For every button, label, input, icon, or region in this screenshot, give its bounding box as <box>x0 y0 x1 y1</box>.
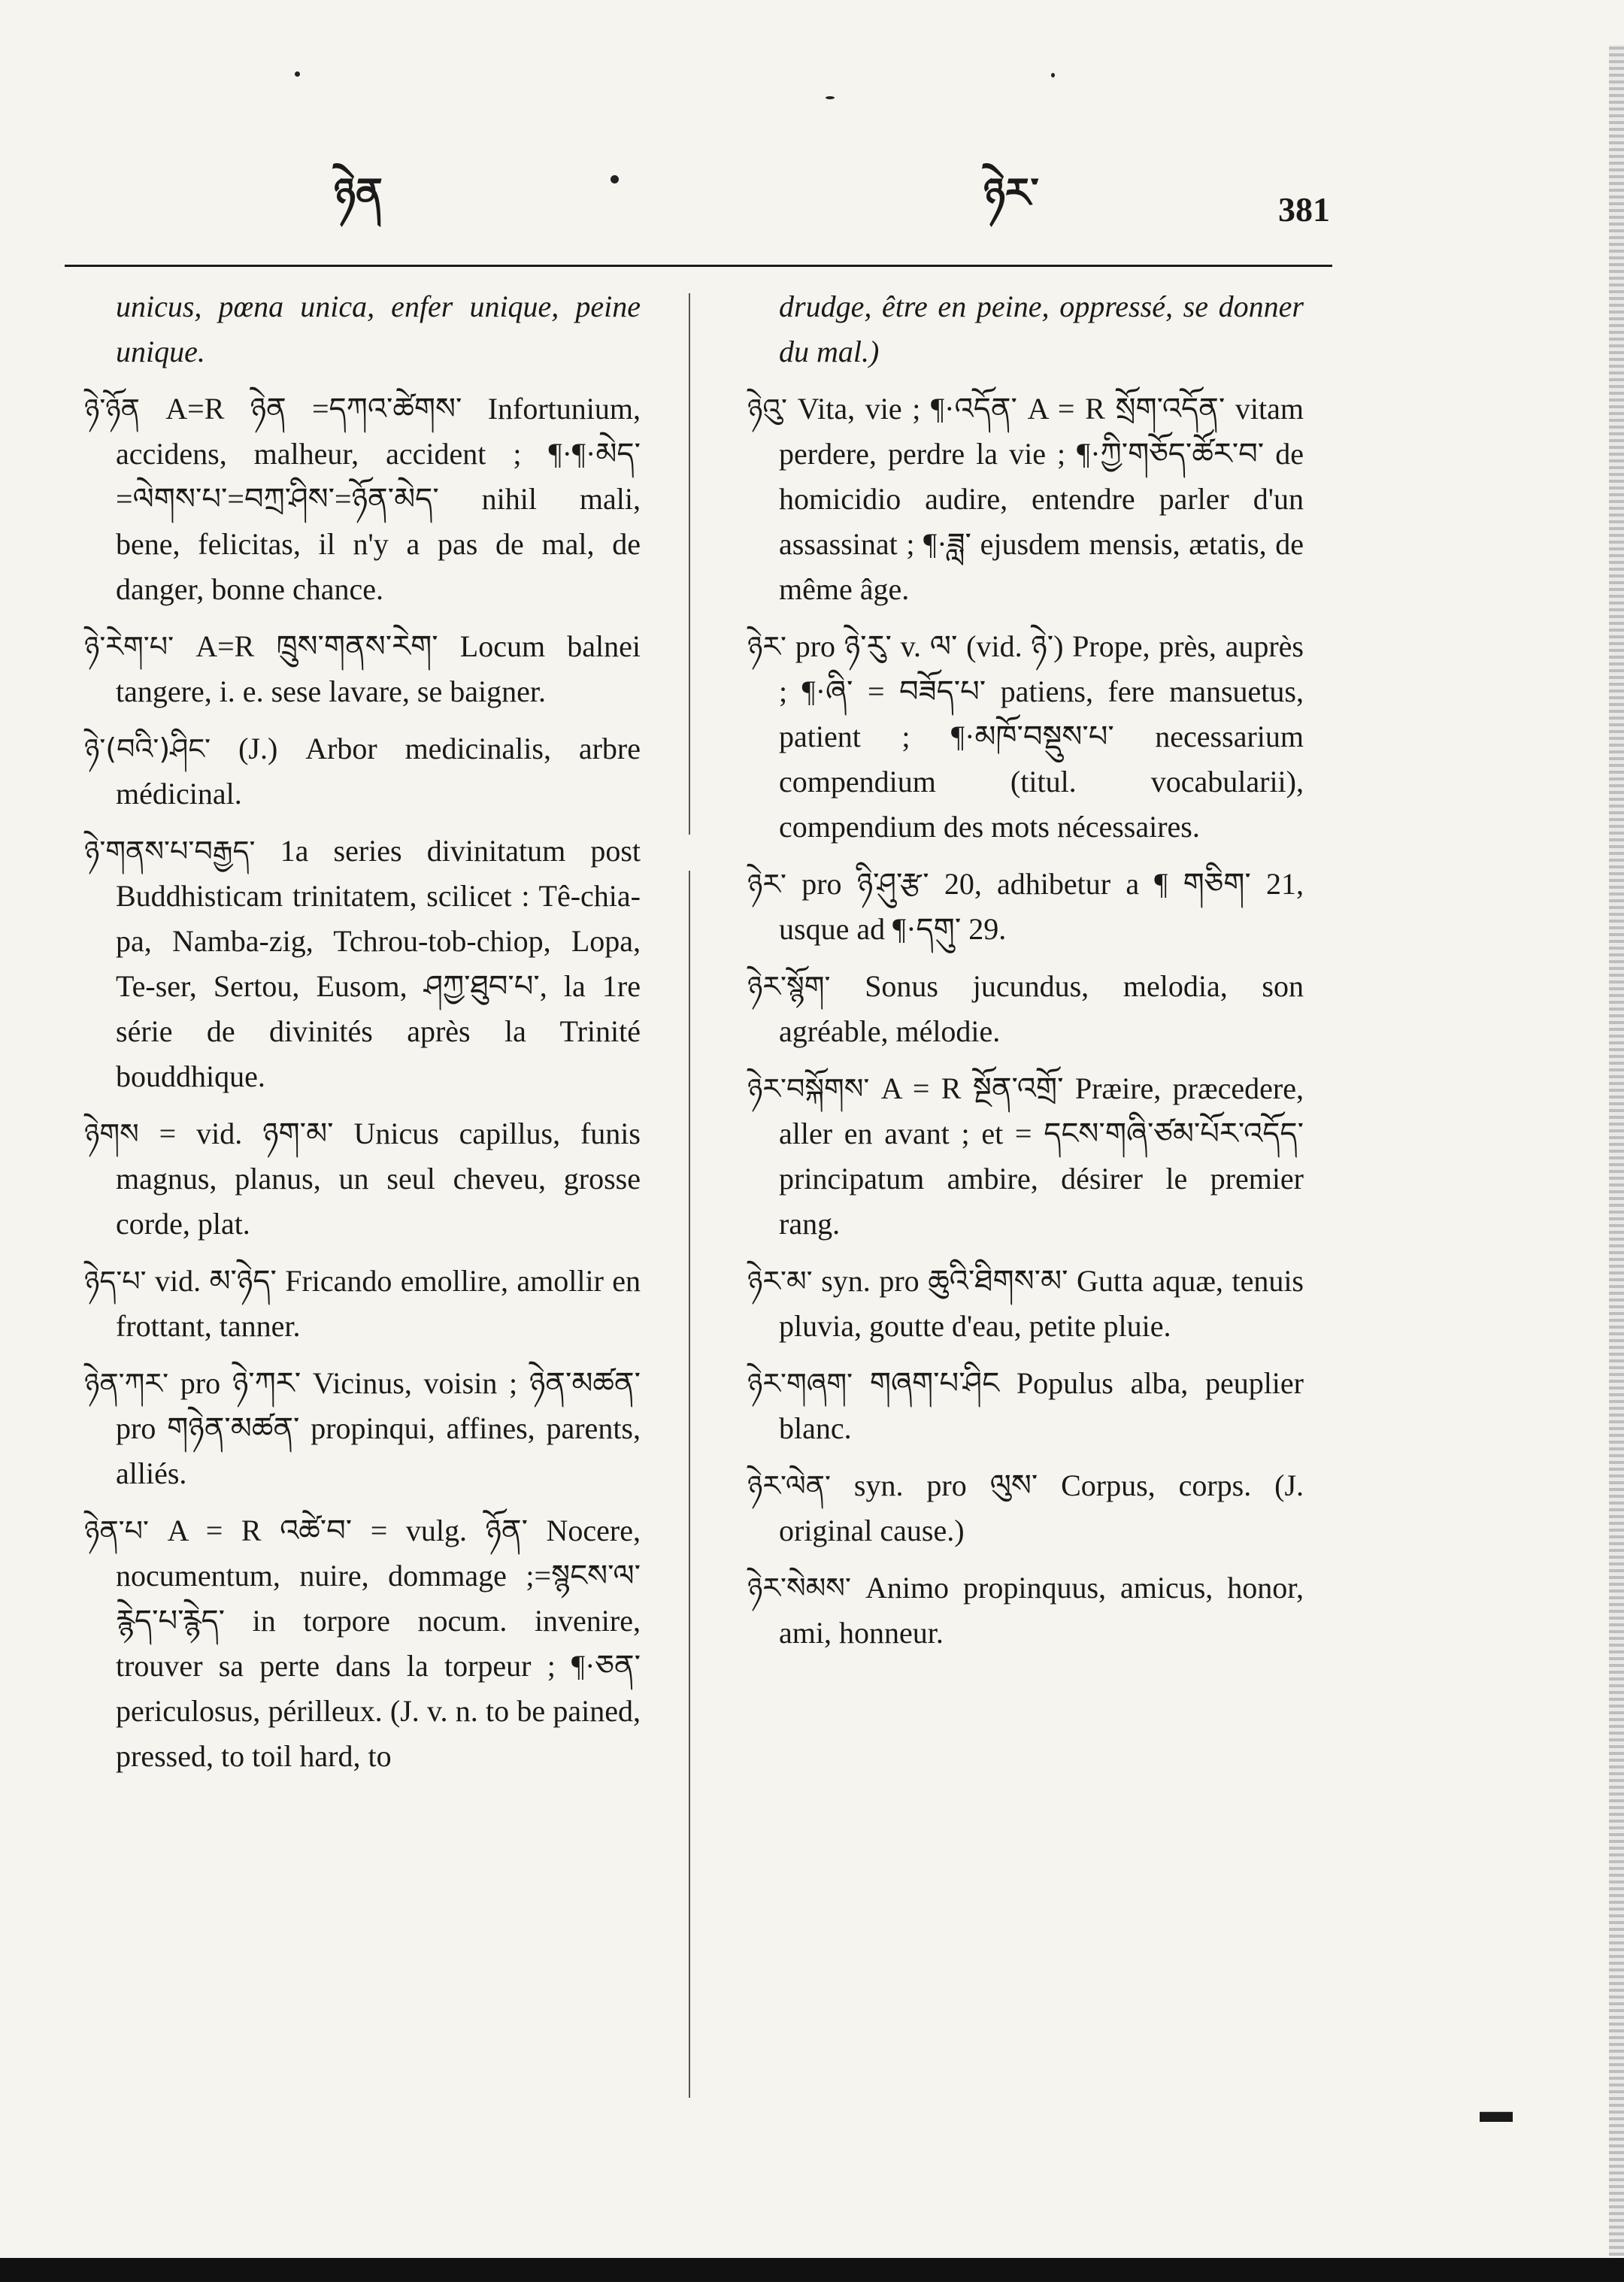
entry-headword: ཉེར་སྙོག་ <box>747 970 831 1003</box>
entry-headword: ཉེར་མ་ <box>747 1265 813 1298</box>
entry-headword: ཉེ་ཉོན <box>84 392 140 426</box>
entry <box>747 1259 1304 1349</box>
entry <box>84 1508 641 1779</box>
entry-text: = vid. ཉག་མ་ Unicus capillus, funis magnus, planus, un seul cheveu, grosse corde, plat. <box>116 1117 641 1241</box>
ink-speck <box>295 71 300 77</box>
margin-mark: ▬ <box>1480 2093 1513 2129</box>
entry-text: drudge, être en peine, oppressé, se donner du mal.) <box>779 289 1304 368</box>
entry-text: unicus, pœna unica, enfer unique, peine unique. <box>116 289 641 368</box>
entry-headword: ཉེགས <box>84 1117 139 1150</box>
right-column <box>747 284 1304 1668</box>
entry <box>747 964 1304 1054</box>
entry <box>747 386 1304 612</box>
entry-text: གཞག་པ་ཤིང Populus alba, peuplier blanc. <box>779 1366 1304 1445</box>
entry-headword: ཉེར་གཞག་ <box>747 1367 853 1400</box>
entry-headword: ཉེན་པ་ <box>84 1514 149 1547</box>
left-column <box>84 284 641 1791</box>
ink-speck <box>611 175 619 183</box>
entry-text: 1a series divinitatum post Buddhisticam trinitatem, scilicet : Tê-chia-pa, Namba-zig, Tchrou-tob-chiop, Lopa, Te-ser, Sertou, Eusom, ཤཀྱ་ཐུབ་པ་, la 1re série de divinités après la Trinité bouddhique. <box>116 834 641 1093</box>
entry <box>747 862 1304 952</box>
entry <box>84 624 641 714</box>
entry-text: Animo propinquus, amicus, honor, ami, honneur. <box>779 1571 1304 1650</box>
entry <box>747 1463 1304 1553</box>
column-divider <box>689 293 690 2098</box>
entry <box>84 284 641 374</box>
header-right-word: ཉེར་ <box>983 169 1039 217</box>
ink-speck <box>826 96 835 99</box>
entry <box>84 1361 641 1496</box>
entry-text: A = R སྔོན་འགྲོ་ Præire, præcedere, aller en avant ; et = དངས་གཞི་ཙམ་པོར་འདོད་ principatum ambire, désirer le premier rang. <box>779 1071 1304 1241</box>
entry-headword: ཉེ་གནས་པ་བརྒྱད་ <box>84 835 256 868</box>
header-left-word: ཉེན <box>334 169 383 217</box>
header-rule <box>65 265 1332 267</box>
entry <box>84 726 641 817</box>
entry-text: syn. pro ལུས་ Corpus, corps. (J. original cause.) <box>779 1468 1304 1547</box>
entry <box>747 1565 1304 1656</box>
binding-edge <box>1609 45 1624 2256</box>
entry-text: vid. མ་ཉེད་ Fricando emollire, amollir en frottant, tanner. <box>116 1264 641 1343</box>
scan-bottom-band <box>0 2258 1624 2282</box>
entry <box>747 284 1304 374</box>
entry-text: pro ཉེ་རུ་ v. ལ་ (vid. ཉེ་) Prope, près, auprès ; ¶·ཞི་ = བཟོད་པ་ patiens, fere mansuetus, patient ; ¶·མཁོ་བསྡུས་པ་ necessarium compendium (titul. vocabularii), compendium des mots nécessaires. <box>779 629 1304 844</box>
entry-text: A=R ཉེན =དཀའ་ཚེགས་ Infortunium, accidens, malheur, accident ; ¶·¶·མེད་ =ལེགས་པ་=བཀྲ་ཤིས་=ཉོན་མེད་ nihil mali, bene, felicitas, il n'y a pas de mal, de danger, bonne chance. <box>116 392 641 606</box>
entry-headword: ཉེ་རེག་པ་ <box>84 630 174 663</box>
entry-headword: ཉེར་ལེན་ <box>747 1469 831 1502</box>
entry-text: A = R འཚེ་བ་ = vulg. ཉོན་ Nocere, nocumentum, nuire, dommage ;=སྙངས་ལ་རྙེད་པ་རྙེད་ in torpore nocum. invenire, trouver sa perte dans la torpeur ; ¶·ཅན་ periculosus, périlleux. (J. v. n. to be pained, pressed, to toil hard, to <box>116 1514 641 1773</box>
entry <box>84 1111 641 1247</box>
ink-speck <box>1051 73 1055 77</box>
entry-text: Vita, vie ; ¶·འདོན་ A = R སྲོག་འདོན་ vitam perdere, perdre la vie ; ¶·ཀྱི་གཅོད་ཚོར་བ་ de homicidio audire, entendre parler d'un assassinat ; ¶·ཟླ་ ejusdem mensis, ætatis, de même âge. <box>779 392 1304 606</box>
entry <box>747 1361 1304 1451</box>
entry-headword: ཉེར་སེམས་ <box>747 1571 851 1605</box>
entry-headword: ཉེན་ཀར་ <box>84 1367 169 1400</box>
entry-headword: ཉེད་པ་ <box>84 1265 147 1298</box>
entry <box>84 829 641 1099</box>
entry <box>747 1066 1304 1247</box>
entry-headword: ཉེར་བསྐོགས་ <box>747 1072 870 1105</box>
entry-text: pro ཉེ་ཀར་ Vicinus, voisin ; ཉེན་མཚན་ pro གཉེན་མཚན་ propinqui, affines, parents, alliés. <box>116 1366 641 1490</box>
entry-text: Sonus jucundus, melodia, son agréable, mélodie. <box>779 969 1304 1048</box>
entry-text: A=R ཁྲུས་གནས་རེག་ Locum balnei tangere, i. e. sese lavare, se baigner. <box>116 629 641 708</box>
entry-headword: ཉེར་ <box>747 630 786 663</box>
entry <box>84 1259 641 1349</box>
entry-headword: ཉེའུ་ <box>747 392 788 426</box>
entry-headword: ཉེ་(བའི་)ཤིང་ <box>84 732 211 765</box>
entry-text: (J.) Arbor medicinalis, arbre médicinal. <box>116 732 641 811</box>
entry-text: syn. pro ཆུའི་ཐིགས་མ་ Gutta aquæ, tenuis pluvia, goutte d'eau, petite pluie. <box>779 1264 1304 1343</box>
entry-headword: ཉེར་ <box>747 868 786 901</box>
entry <box>84 386 641 612</box>
entry <box>747 624 1304 850</box>
entry-text: pro ཉི་ཤུ་རྩ་ 20, adhibetur a ¶ གཅིག་ 21, usque ad ¶·དགུ་ 29. <box>779 867 1304 946</box>
page-number: 381 <box>1278 190 1330 229</box>
